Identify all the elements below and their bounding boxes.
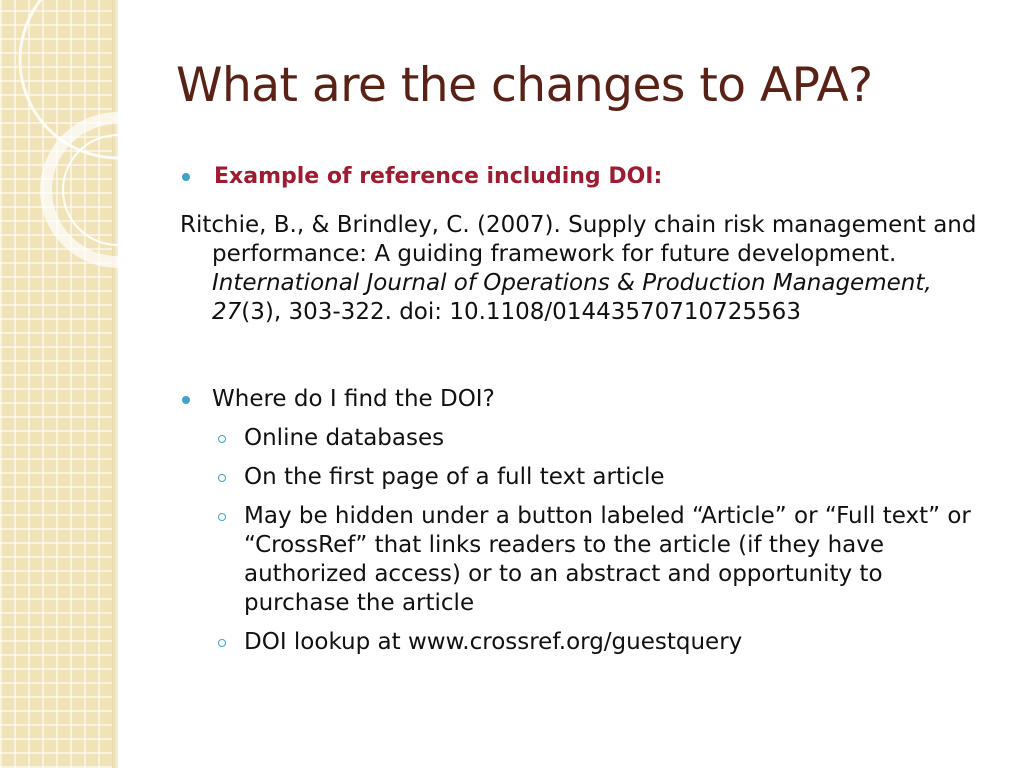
decorative-circles	[0, 0, 130, 768]
page-title: What are the changes to APA?	[176, 58, 873, 113]
sub-bullet-ring	[218, 513, 226, 521]
sub-item	[180, 424, 980, 453]
sub-bullet-ring	[218, 639, 226, 647]
reference-entry	[180, 211, 980, 327]
reference-journal: International Journal of Operations & Production Management,	[212, 270, 932, 296]
sub-item-text: DOI lookup at www.crossref.org/guestquery	[244, 629, 743, 655]
sub-item-text: May be hidden under a button labeled “Article” or “Full text” or “CrossRef” that links readers to the article (if they have authorized access) or to an abstract and opportunity to purchase the article	[244, 503, 971, 616]
find-doi-text: Where do I find the DOI?	[212, 386, 495, 412]
sub-item-text: Online databases	[244, 425, 445, 451]
reference-issue-doi: (3), 303-322. doi: 10.1108/01443570710725563	[241, 299, 801, 325]
reference-volume: 27	[212, 299, 242, 325]
sub-item	[180, 463, 980, 492]
reference-authors-title: Ritchie, B., & Brindley, C. (2007). Supply chain risk management and performance: A guiding framework for future development.	[180, 212, 977, 267]
bullet-example-heading	[180, 162, 980, 191]
example-heading: Example of reference including DOI:	[214, 164, 663, 189]
sub-bullet-ring	[218, 435, 226, 443]
bullet-dot	[182, 396, 190, 404]
slide-content	[180, 162, 980, 657]
sub-item	[180, 502, 980, 618]
sub-item	[180, 628, 980, 657]
bullet-dot	[182, 173, 190, 181]
sub-bullet-ring	[218, 474, 226, 482]
deco-circle-inner	[63, 135, 130, 245]
bullet-find-doi	[180, 385, 980, 414]
sub-item-text: On the first page of a full text article	[244, 464, 665, 490]
deco-circle-thick	[46, 118, 130, 262]
